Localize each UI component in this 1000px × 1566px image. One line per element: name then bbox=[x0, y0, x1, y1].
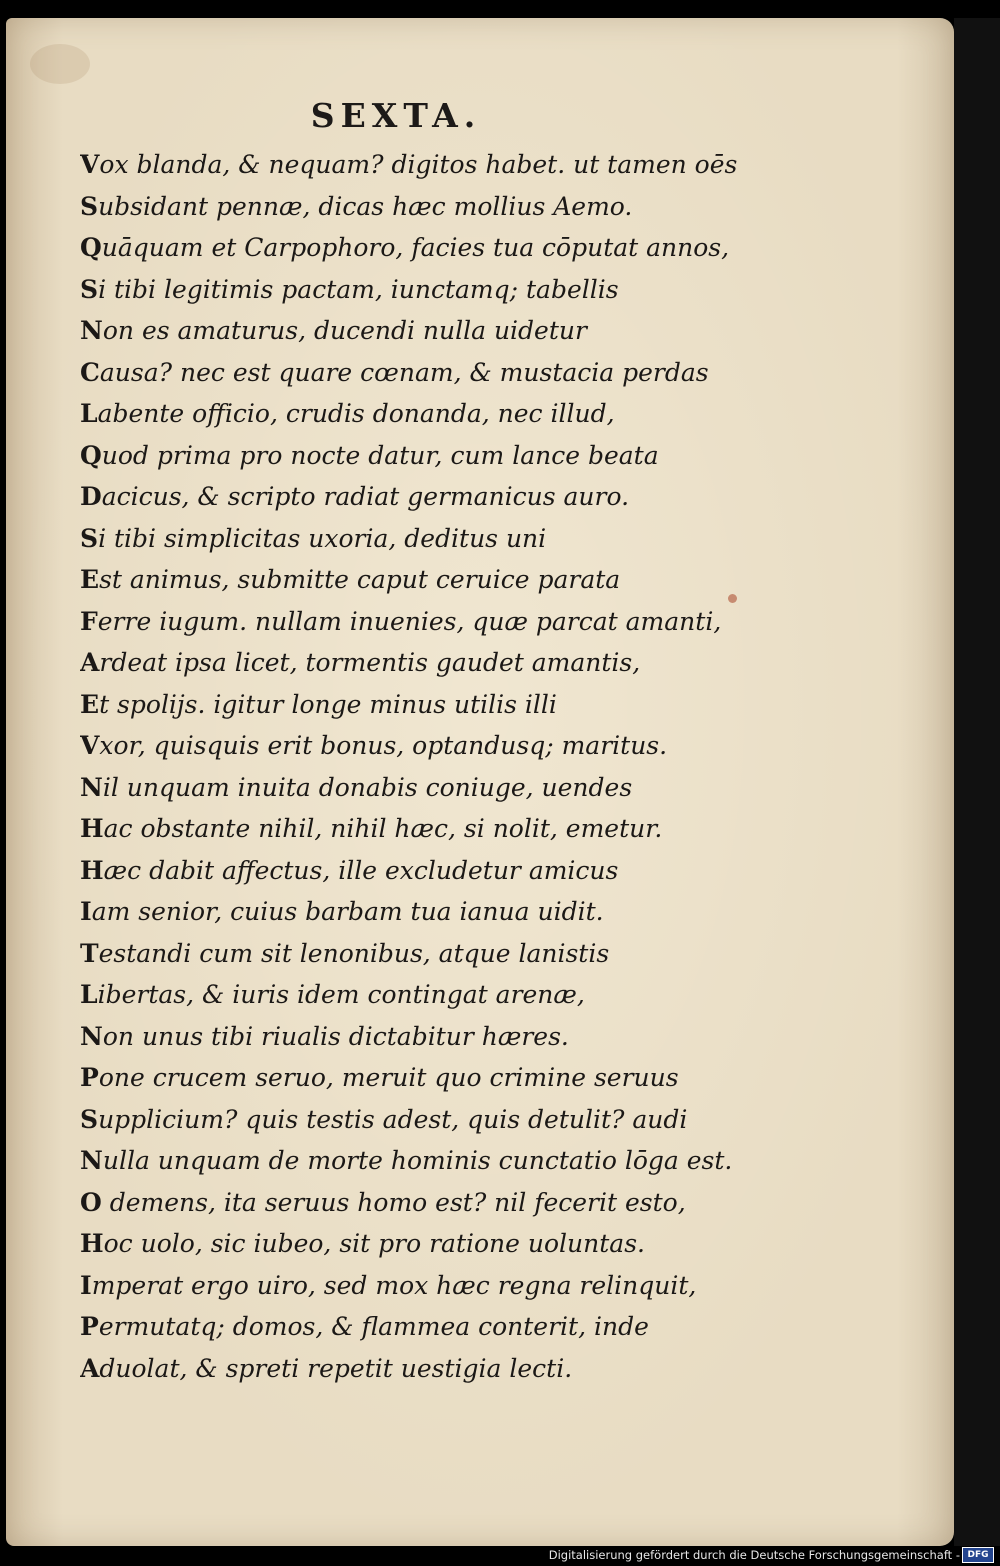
verse-line: Libertas, & iuris idem contingat arenæ, bbox=[80, 980, 585, 1009]
verse-line: Est animus, submitte caput ceruice parata bbox=[80, 565, 621, 594]
running-head: SEXTA. bbox=[310, 96, 482, 135]
verse-line: Causa? nec est quare cœnam, & mustacia perdas bbox=[80, 357, 709, 387]
verse-line: Vxor, quisquis erit bonus, optandusq; maritus. bbox=[80, 731, 668, 760]
verse-line: Pone crucem seruo, meruit quo crimine seruus bbox=[80, 1063, 679, 1092]
verse-line: Et spolijs. igitur longe minus utilis illi bbox=[80, 689, 557, 719]
scan-edge bbox=[954, 18, 1000, 1546]
verse-line: Imperat ergo uiro, sed mox hæc regna relinquit, bbox=[80, 1270, 697, 1300]
verse-line: Ardeat ipsa licet, tormentis gaudet amantis, bbox=[80, 648, 641, 677]
verse-line: Nulla unquam de morte hominis cunctatio lōga est. bbox=[80, 1146, 733, 1175]
verse-line: Ferre iugum. nullam inuenies, quæ parcat amanti, bbox=[80, 606, 722, 636]
verse-list bbox=[80, 144, 760, 1389]
verse-line: Hac obstante nihil, nihil hæc, si nolit, emetur. bbox=[80, 814, 663, 843]
paper-leaf bbox=[6, 18, 954, 1546]
verse-line: Permutatq; domos, & flammea conterit, inde bbox=[80, 1312, 649, 1341]
verse-line: Iam senior, cuius barbam tua ianua uidit. bbox=[80, 897, 604, 926]
verse-line: Si tibi legitimis pactam, iunctamq; tabellis bbox=[80, 274, 619, 304]
verse-line: Labente officio, crudis donanda, nec illud, bbox=[80, 399, 615, 428]
verse-line: Si tibi simplicitas uxoria, deditus uni bbox=[80, 523, 547, 553]
verse-line: Non unus tibi riualis dictabitur hæres. bbox=[80, 1021, 569, 1051]
verse-line: Dacicus, & scripto radiat germanicus auro. bbox=[80, 482, 630, 511]
paper-stain bbox=[30, 44, 90, 84]
digitization-credit: Digitalisierung gefördert durch die Deutsche Forschungsgemeinschaft - bbox=[548, 1548, 960, 1562]
dfg-logo-icon: DFG bbox=[962, 1547, 994, 1563]
verse-line: Testandi cum sit lenonibus, atque lanistis bbox=[80, 938, 610, 968]
verse-line: Quāquam et Carpophoro, facies tua cōputat annos, bbox=[80, 233, 730, 262]
verse-line: Supplicium? quis testis adest, quis detulit? audi bbox=[80, 1104, 688, 1134]
verse-line: Aduolat, & spreti repetit uestigia lecti. bbox=[80, 1353, 573, 1383]
verse-line: Quod prima pro nocte datur, cum lance beata bbox=[80, 440, 659, 470]
verse-line: Non es amaturus, ducendi nulla uidetur bbox=[80, 316, 587, 345]
verse-line: Hoc uolo, sic iubeo, sit pro ratione uoluntas. bbox=[80, 1229, 645, 1258]
verse-line: Nil unquam inuita donabis coniuge, uendes bbox=[80, 772, 633, 802]
verse-line: Hæc dabit affectus, ille excludetur amicus bbox=[80, 855, 619, 885]
ink-spot bbox=[728, 594, 737, 603]
verse-line: Vox blanda, & nequam? digitos habet. ut tamen oēs bbox=[80, 150, 738, 179]
verse-line: Subsidant pennæ, dicas hæc mollius Aemo. bbox=[80, 191, 633, 221]
verse-line: O demens, ita seruus homo est? nil fecerit esto, bbox=[80, 1187, 686, 1217]
